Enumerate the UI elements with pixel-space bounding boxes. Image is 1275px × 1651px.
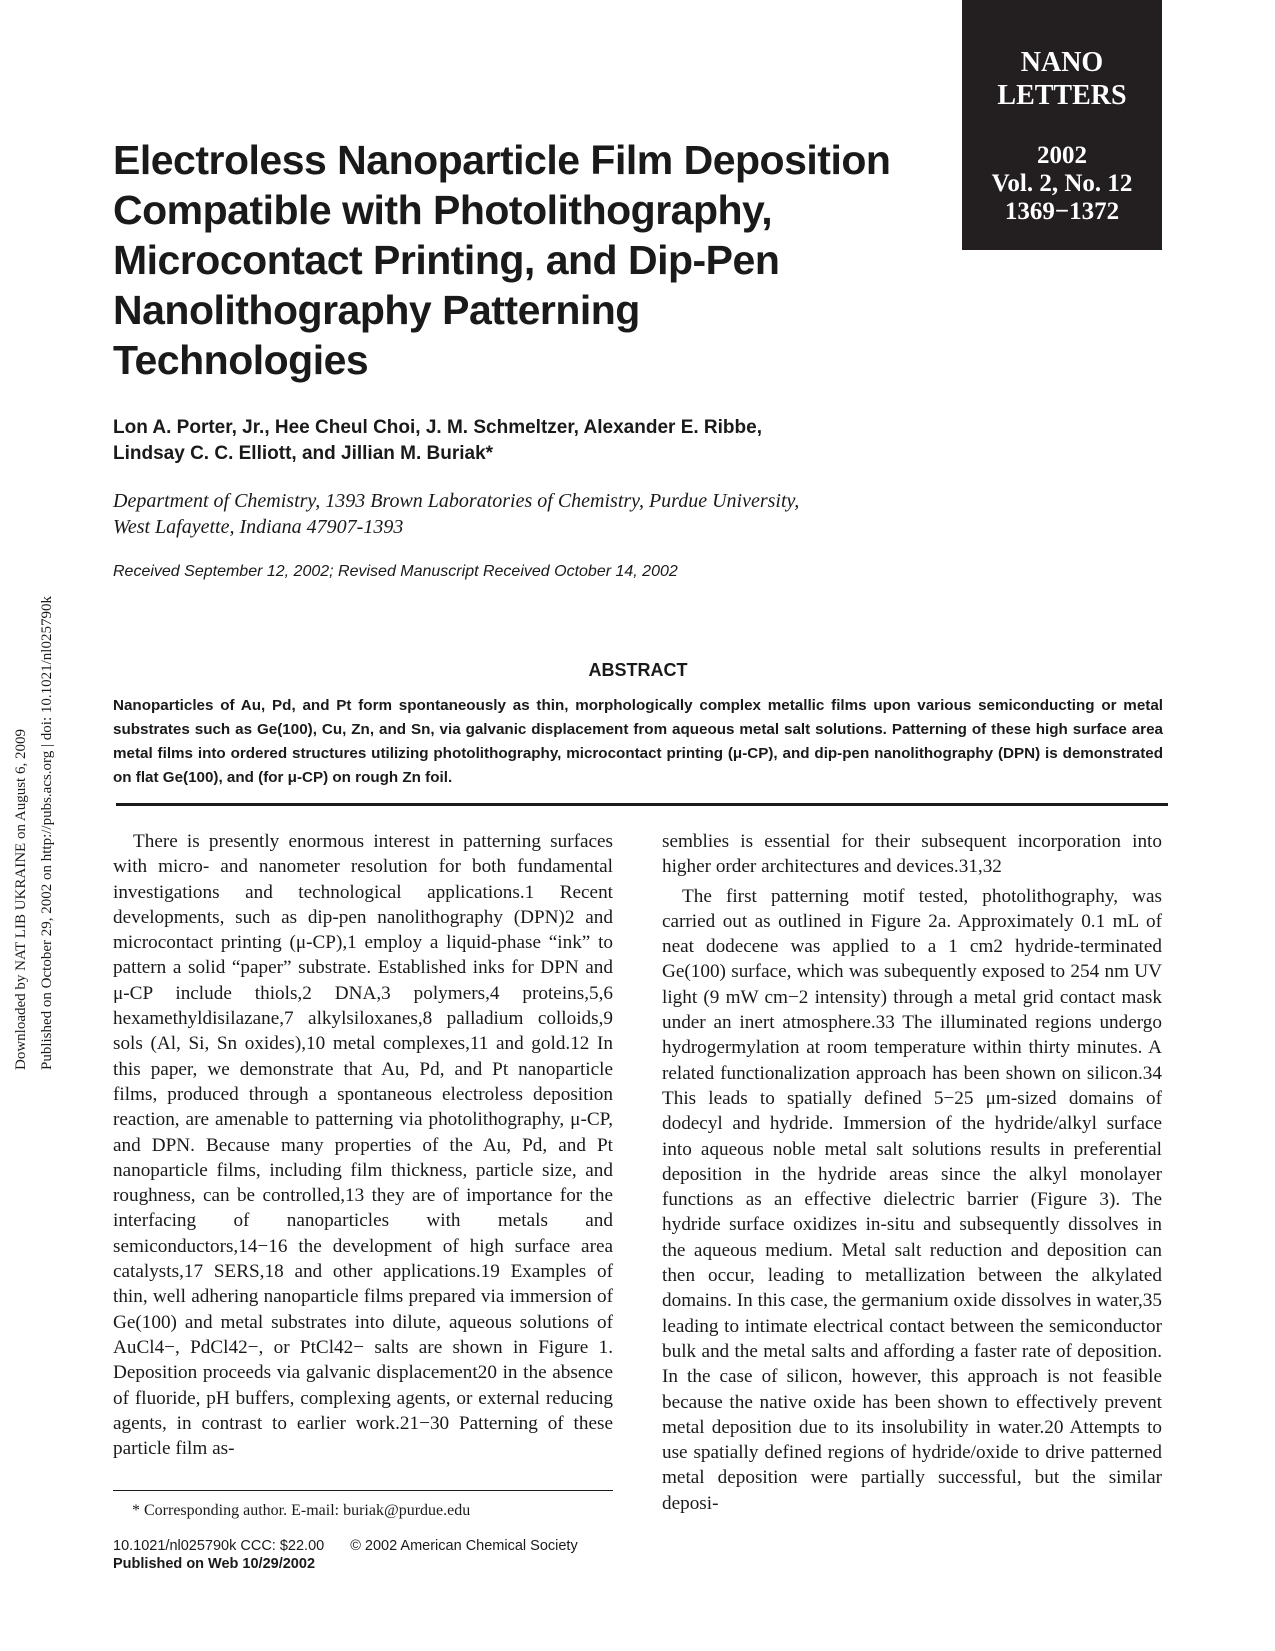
published-date: Published on Web 10/29/2002	[113, 1556, 316, 1572]
received-dates: Received September 12, 2002; Revised Manuscript Received October 14, 2002	[113, 563, 678, 580]
journal-pages: 1369−1372	[1004, 198, 1120, 225]
authors-line2: Lindsay C. C. Elliott, and Jillian M. Buriak*	[113, 443, 494, 464]
doi-price: 10.1021/nl025790k CCC: $22.00	[113, 1538, 325, 1554]
journal-name	[962, 46, 1162, 112]
section-divider	[116, 803, 1168, 806]
article-title: Electroless Nanoparticle Film Deposition Compatible with Photolithography, Microcontact Printing, and Dip-Pen Nanolithography Patterning Technologies	[113, 137, 891, 383]
affiliation-line1: Department of Chemistry, 1393 Brown Laboratories of Chemistry, Purdue University,	[113, 490, 800, 512]
journal-name-line2: LETTERS	[997, 80, 1127, 111]
journal-badge	[962, 0, 1162, 250]
abstract-text: Nanoparticles of Au, Pd, and Pt form spontaneously as thin, morphologically complex metallic films upon various semiconducting or metal substrates such as Ge(100), Cu, Zn, and Sn, via galvanic displacement from aqueous metal salt solutions. Patterning of these high surface area metal films into ordered structures utilizing photolithography, microcontact printing (μ-CP), and dip-pen nanolithography (DPN) is demonstrated on flat Ge(100), and (for μ-CP) on rough Zn foil.	[113, 697, 1163, 786]
body-paragraph: semblies is essential for their subsequent incorporation into higher order architectures and devices.31,32	[662, 831, 1162, 878]
download-sidebar	[8, 560, 68, 1070]
corresponding-author-footnote: * Corresponding author. E-mail: buriak@purdue.edu	[132, 1502, 471, 1519]
affiliation	[113, 488, 893, 540]
author-list	[113, 415, 893, 467]
authors-line1: Lon A. Porter, Jr., Hee Cheul Choi, J. M. Schmeltzer, Alexander E. Ribbe,	[113, 417, 762, 438]
footnote-divider	[113, 1490, 613, 1491]
body-column-right	[662, 829, 1162, 1516]
affiliation-line2: West Lafayette, Indiana 47907-1393	[113, 516, 404, 538]
journal-issue-info	[962, 142, 1162, 226]
doi-line	[113, 1537, 578, 1555]
body-paragraph: The first patterning motif tested, photolithography, was carried out as outlined in Figure 2a. Approximately 0.1 mL of neat dodecene was applied to a 1 cm2 hydride-terminated Ge(100) surface, which was subequently exposed to 254 nm UV light (9 mW cm−2 intensity) through a metal grid contact mask under an inert atmosphere.33 The illuminated regions undergo hydrogermylation at room temperature within thirty minutes. A related functionalization approach has been shown on silicon.34 This leads to spatially defined 5−25 μm-sized domains of dodecyl and hydride. Immersion of the hydride/alkyl surface into aqueous noble metal salt solutions results in preferential deposition in the hydride areas since the alkyl monolayer functions as an effective dielectric barrier (Figure 3). The hydride surface oxidizes in-situ and subsequently dissolves in the aqueous medium. Metal salt reduction and deposition can then occur, leading to metallization between the alkylated domains. In this case, the germanium oxide dissolves in water,35 leading to intimate electrical contact between the semiconductor bulk and the metal salts and affording a faster rate of deposition. In the case of silicon, however, this approach is not feasible because the native oxide has been shown to effectively prevent metal deposition due to its insolubility in water.20 Attempts to use spatially defined regions of hydride/oxide to drive patterned metal deposition were partially successful, but the similar deposi-	[662, 885, 1162, 1514]
copyright: © 2002 American Chemical Society	[350, 1538, 578, 1554]
body-paragraph: There is presently enormous interest in patterning surfaces with micro- and nanometer resolution for both fundamental investigations and technological applications.1 Recent developments, such as dip-pen nanolithography (DPN)2 and microcontact printing (μ-CP),1 employ a liquid-phase “ink” to pattern a solid “paper” substrate. Established inks for DPN and μ-CP include thiols,2 DNA,3 polymers,4 proteins,5,6 hexamethyldisilazane,7 alkylsiloxanes,8 palladium colloids,9 sols (Al, Si, Sn oxides),10 metal complexes,11 and gold.12 In this paper, we demonstrate that Au, Pd, and Pt nanoparticle films, produced through a spontaneous electroless deposition reaction, are amenable to patterning via photolithography, μ-CP, and DPN. Because many properties of the Au, Pd, and Pt nanoparticle films, including film thickness, particle size, and roughness, can be controlled,13 they are of importance for the interfacing of nanoparticles with metals and semiconductors,14−16 the development of high surface area catalysts,17 SERS,18 and other applications.19 Examples of thin, well adhering nanoparticle films prepared via immersion of Ge(100) and metal substrates into dilute, aqueous solutions of AuCl4−, PdCl42−, or PtCl42− salts are shown in Figure 1. Deposition proceeds via galvanic displacement20 in the absence of fluoride, pH buffers, complexing agents, or external reducing agents, in contrast to earlier work.21−30 Patterning of these particle film as-	[113, 831, 613, 1460]
body-column-left	[113, 829, 613, 1461]
sidebar-published-line: Published on October 29, 2002 on http://pubs.acs.org | doi: 10.1021/nl025790k	[39, 596, 55, 1070]
sidebar-download-line: Downloaded by NAT LIB UKRAINE on August 6, 2009	[13, 729, 29, 1070]
journal-name-line1: NANO	[1020, 47, 1104, 78]
abstract-heading: ABSTRACT	[588, 660, 688, 680]
journal-year: 2002	[1037, 142, 1087, 169]
journal-volume: Vol. 2, No. 12	[991, 170, 1133, 197]
